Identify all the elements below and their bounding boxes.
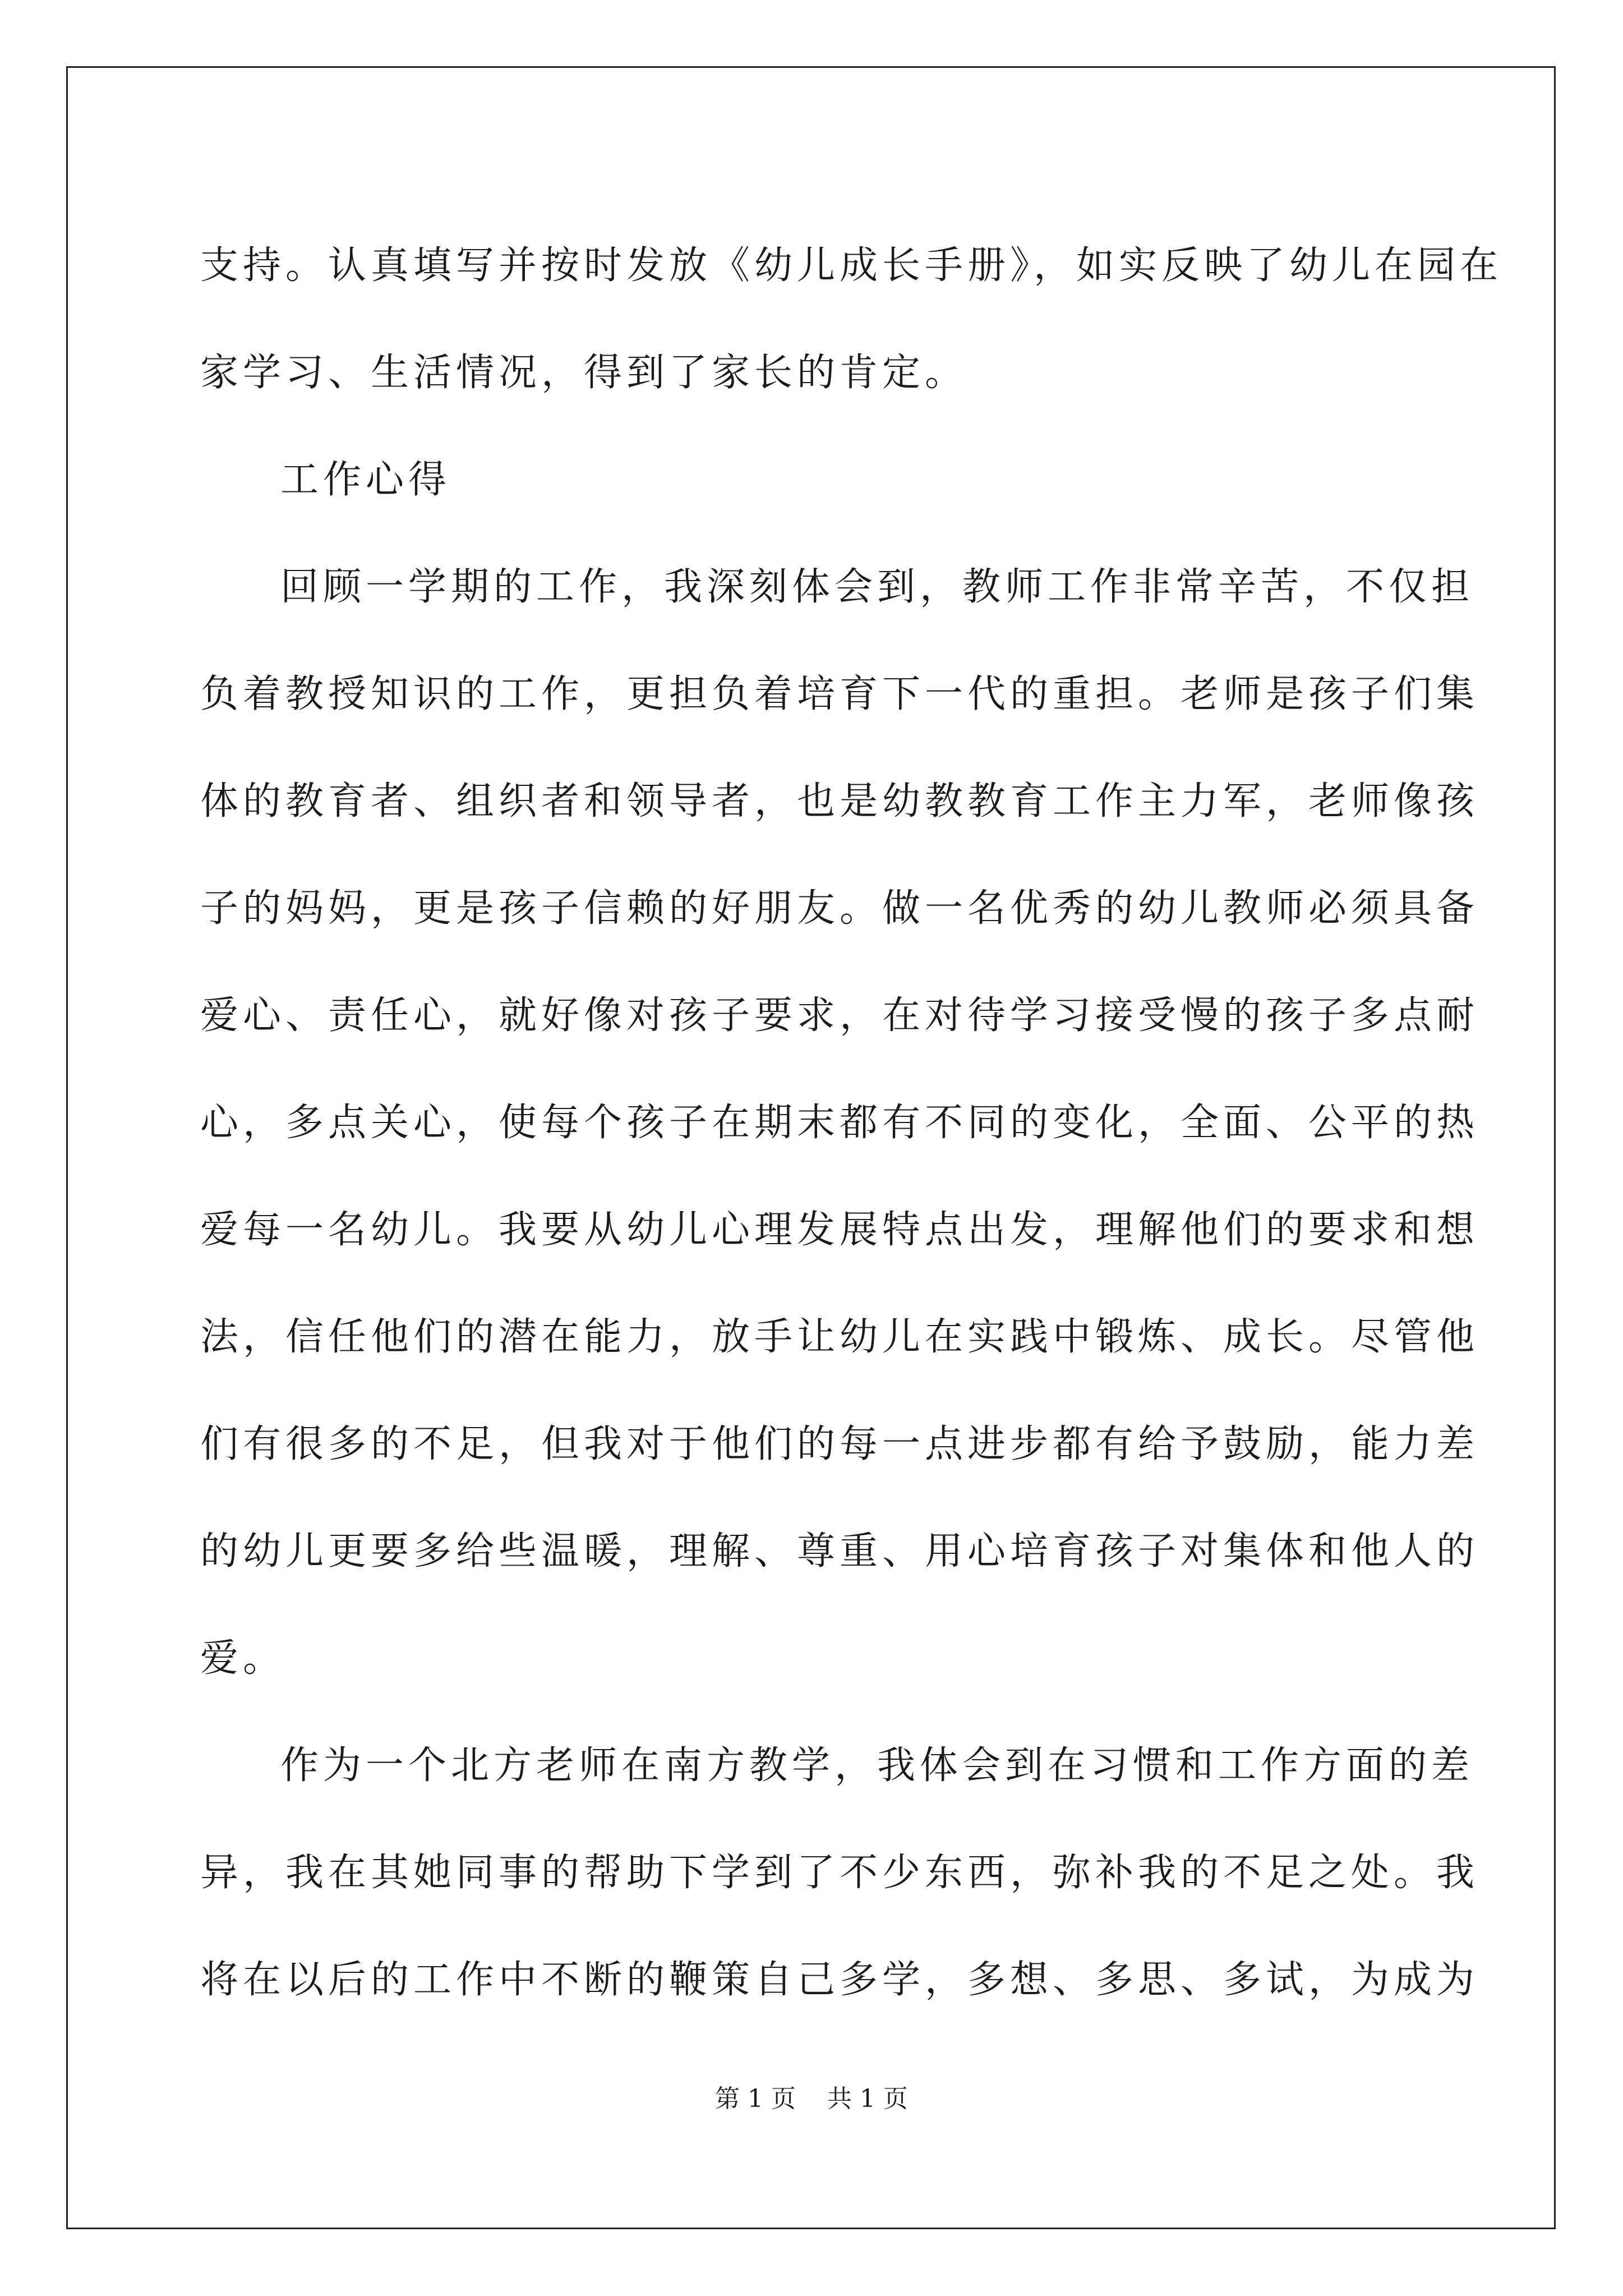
- page-total: 共 1 页: [827, 2085, 908, 2113]
- document-body: [200, 212, 1503, 2033]
- text-line: 心，多点关心，使每个孩子在期末都有不同的变化，全面、公平的热: [200, 1101, 1479, 1145]
- text-line: 的幼儿更要多给些温暖，理解、尊重、用心培育孩子对集体和他人的: [200, 1529, 1479, 1573]
- page-number: 第 1 页: [715, 2085, 796, 2113]
- page-footer: [0, 2082, 1623, 2116]
- text-line: 子的妈妈，更是孩子信赖的好朋友。做一名优秀的幼儿教师必须具备: [200, 886, 1479, 931]
- text-line: 家学习、生活情况，得到了家长的肯定。: [200, 351, 968, 395]
- paragraph-start-line: 回顾一学期的工作，我深刻体会到，教师工作非常辛苦，不仅担: [280, 565, 1474, 609]
- text-line: 们有很多的不足，但我对于他们的每一点进步都有给予鼓励，能力差: [200, 1422, 1479, 1466]
- text-line: 爱每一名幼儿。我要从幼儿心理发展特点出发，理解他们的要求和想: [200, 1208, 1479, 1252]
- text-line: 异，我在其她同事的帮助下学到了不少东西，弥补我的不足之处。我: [200, 1851, 1479, 1895]
- text-line: 负着教授知识的工作，更担负着培育下一代的重担。老师是孩子们集: [200, 672, 1479, 716]
- section-heading: 工作心得: [280, 458, 451, 502]
- footer-spacer: [796, 2085, 827, 2113]
- text-line: 支持。认真填写并按时发放《幼儿成长手册》，如实反映了幼儿在园在: [200, 243, 1503, 288]
- text-line: 爱心、责任心，就好像对孩子要求，在对待学习接受慢的孩子多点耐: [200, 993, 1479, 1038]
- paragraph-start-line: 作为一个北方老师在南方教学，我体会到在习惯和工作方面的差: [280, 1743, 1474, 1788]
- text-line: 法，信任他们的潜在能力，放手让幼儿在实践中锻炼、成长。尽管他: [200, 1315, 1479, 1359]
- text-line: 将在以后的工作中不断的鞭策自己多学，多想、多思、多试，为成为: [200, 1958, 1479, 2002]
- text-line: 体的教育者、组织者和领导者，也是幼教教育工作主力军，老师像孩: [200, 779, 1479, 823]
- text-line: 爱。: [200, 1636, 286, 1681]
